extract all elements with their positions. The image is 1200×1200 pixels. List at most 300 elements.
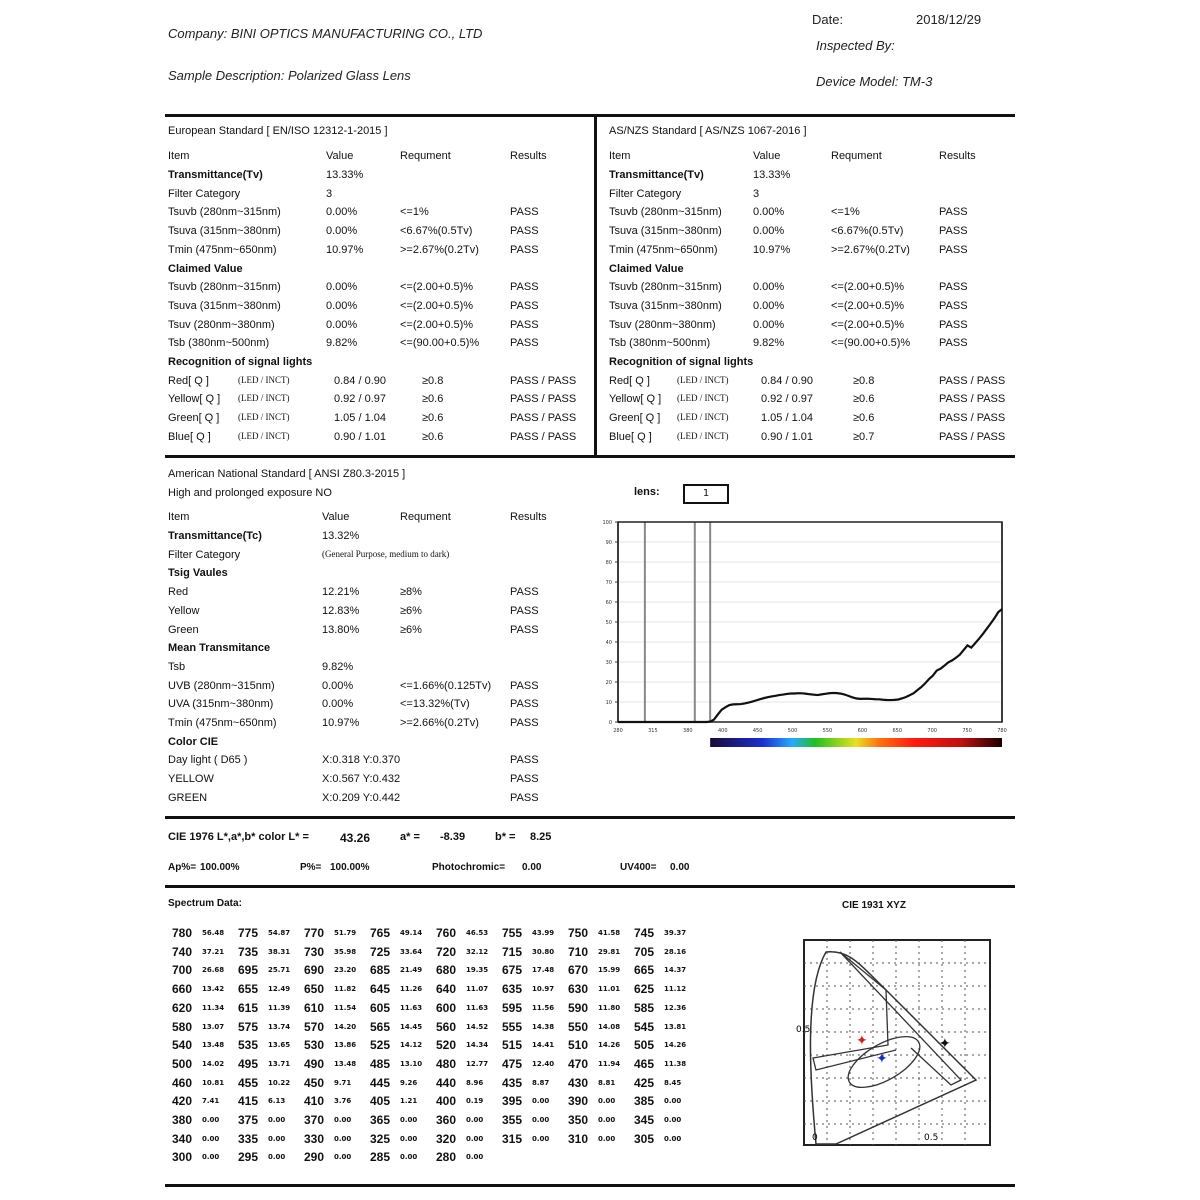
row-item: Transmittance(Tv) bbox=[168, 169, 263, 181]
spectrum-wavelength: 470 bbox=[568, 1056, 589, 1071]
spectrum-value: 0.00 bbox=[268, 1153, 286, 1162]
as-header-item: Item bbox=[609, 150, 631, 162]
row-result: PASS / PASS bbox=[939, 430, 1006, 443]
spectrum-value: 8.45 bbox=[664, 1078, 682, 1087]
spectrum-wavelength: 310 bbox=[568, 1131, 589, 1146]
row-result: PASS bbox=[939, 243, 968, 256]
spectrum-value: 10.97 bbox=[532, 985, 555, 994]
row-sub: (LED / INCT) bbox=[677, 412, 729, 423]
spectrum-wavelength: 760 bbox=[436, 926, 457, 940]
ansi-header-value: Value bbox=[322, 511, 350, 523]
row-result: PASS bbox=[510, 299, 539, 312]
y-tick-label: 60 bbox=[605, 600, 612, 606]
bottom-rule bbox=[165, 1184, 1015, 1187]
spectrum-value: 51.79 bbox=[334, 929, 357, 937]
ap-label: Ap%= bbox=[168, 862, 197, 873]
cie1931-diagram bbox=[796, 930, 996, 1150]
row-requirement: ≥0.8 bbox=[422, 374, 444, 387]
y-tick-label: 100 bbox=[602, 520, 612, 526]
row-item: UVB (280nm~315nm) bbox=[168, 679, 275, 692]
spectrum-wavelength: 325 bbox=[370, 1131, 391, 1146]
row-requirement: ≥8% bbox=[400, 586, 422, 599]
row-requirement: <=(2.00+0.5)% bbox=[400, 281, 474, 294]
spectrum-value: 11.82 bbox=[334, 985, 357, 994]
cie-point-blue: ✦ bbox=[876, 1051, 888, 1067]
spectrum-wavelength: 705 bbox=[634, 944, 655, 959]
x-tick-label: 600 bbox=[857, 728, 868, 734]
spectrum-wavelength: 655 bbox=[238, 982, 259, 997]
spectrum-wavelength: 720 bbox=[436, 944, 457, 959]
cie-point-red: ✦ bbox=[856, 1033, 868, 1049]
transmittance-line bbox=[618, 609, 1002, 722]
row-value: 0.90 / 1.01 bbox=[761, 430, 813, 443]
spectrum-wavelength: 520 bbox=[436, 1038, 457, 1053]
row-requirement: ≥0.7 bbox=[853, 430, 875, 443]
spectrum-value: 0.00 bbox=[598, 1134, 616, 1143]
row-result: PASS bbox=[939, 281, 968, 294]
row-value: 0.00% bbox=[326, 225, 358, 238]
row-result: PASS bbox=[510, 754, 539, 767]
spectrum-value: 13.42 bbox=[202, 985, 225, 994]
spectrum-wavelength: 330 bbox=[304, 1131, 325, 1146]
row-sub: (LED / INCT) bbox=[238, 393, 290, 404]
spectrum-wavelength: 645 bbox=[370, 982, 391, 997]
spectrum-wavelength: 565 bbox=[370, 1019, 391, 1034]
spectrum-wavelength: 615 bbox=[238, 1000, 259, 1015]
spectrum-wavelength: 765 bbox=[370, 926, 391, 940]
spectrum-wavelength: 610 bbox=[304, 1000, 325, 1015]
spectrum-wavelength: 725 bbox=[370, 944, 391, 959]
spectrum-value: 13.86 bbox=[334, 1041, 357, 1050]
row-requirement: <6.67%(0.5Tv) bbox=[831, 225, 904, 238]
spectrum-wavelength: 710 bbox=[568, 944, 589, 959]
row-result: PASS / PASS bbox=[939, 393, 1006, 406]
spectrum-value: 15.99 bbox=[598, 966, 621, 975]
spectrum-wavelength: 525 bbox=[370, 1038, 391, 1053]
spectrum-value: 10.22 bbox=[268, 1078, 291, 1087]
spectrum-wavelength: 495 bbox=[238, 1056, 259, 1071]
spectrum-value: 6.13 bbox=[268, 1097, 286, 1106]
y-tick-label: 90 bbox=[605, 540, 612, 546]
row-value: X:0.567 Y:0.432 bbox=[322, 773, 401, 786]
spectrum-wavelength: 685 bbox=[370, 963, 391, 978]
spectrum-value: 8.81 bbox=[598, 1078, 616, 1087]
spectrum-value: 14.02 bbox=[202, 1059, 225, 1068]
row-value: 0.00% bbox=[326, 206, 358, 219]
row-value: 12.21% bbox=[322, 586, 360, 599]
spectrum-wavelength: 635 bbox=[502, 982, 523, 997]
spectrum-wavelength: 350 bbox=[568, 1113, 589, 1127]
spectrum-value: 8.96 bbox=[466, 1078, 484, 1087]
spectrum-value: 0.00 bbox=[400, 1116, 418, 1124]
spectrum-value: 0.00 bbox=[532, 1134, 550, 1143]
ansi-header-req: Requment bbox=[400, 511, 451, 523]
spectrum-wavelength: 445 bbox=[370, 1075, 391, 1090]
row-result: PASS bbox=[939, 206, 968, 219]
spectrum-wavelength: 680 bbox=[436, 963, 457, 978]
spectrum-wavelength: 295 bbox=[238, 1150, 259, 1165]
row-value: (General Purpose, medium to dark) bbox=[322, 548, 450, 559]
spectrum-value: 11.38 bbox=[664, 1059, 687, 1068]
row-item: Tsuvb (280nm~315nm) bbox=[168, 281, 281, 294]
row-value: 0.00% bbox=[326, 281, 358, 294]
row-item: Yellow[ Q ] bbox=[609, 393, 662, 406]
column-divider bbox=[594, 116, 597, 456]
spectrum-value: 13.10 bbox=[400, 1059, 423, 1068]
row-item: Color CIE bbox=[168, 735, 219, 748]
row-item: Recognition of signal lights bbox=[609, 356, 754, 368]
spectrum-value: 0.00 bbox=[400, 1134, 418, 1143]
spectrum-wavelength: 405 bbox=[370, 1094, 391, 1109]
row-result: PASS bbox=[510, 281, 539, 294]
row-item: Tsb (380nm~500nm) bbox=[609, 337, 711, 350]
row-value: 10.97% bbox=[753, 243, 791, 256]
row-requirement: <=(2.00+0.5)% bbox=[400, 318, 474, 331]
ap-value: 100.00% bbox=[200, 862, 240, 873]
row-requirement: <=1% bbox=[400, 206, 429, 219]
spectrum-wavelength: 420 bbox=[172, 1094, 193, 1109]
spectrum-value: 0.00 bbox=[664, 1116, 682, 1124]
row-result: PASS / PASS bbox=[939, 412, 1006, 425]
spectrum-wavelength: 695 bbox=[238, 963, 259, 978]
spectrum-value: 14.12 bbox=[400, 1041, 423, 1050]
spectrum-wavelength: 690 bbox=[304, 963, 325, 978]
row-value: 0.00% bbox=[753, 299, 785, 312]
row-item: Tsuva (315nm~380nm) bbox=[609, 299, 722, 312]
spectrum-value: 38.31 bbox=[268, 947, 291, 956]
spectrum-value: 0.00 bbox=[598, 1097, 616, 1106]
spectrum-value: 14.26 bbox=[664, 1041, 687, 1050]
spectrum-value: 0.00 bbox=[202, 1153, 220, 1162]
spectrum-wavelength: 650 bbox=[304, 982, 325, 997]
row-requirement: ≥0.8 bbox=[853, 374, 875, 387]
row-item: GREEN bbox=[168, 791, 208, 804]
spectrum-value: 14.38 bbox=[532, 1022, 555, 1031]
spectrum-value: 11.56 bbox=[532, 1003, 555, 1012]
spectrum-wavelength: 755 bbox=[502, 926, 523, 940]
spectrum-wavelength: 375 bbox=[238, 1113, 259, 1127]
row-requirement: <=(2.00+0.5)% bbox=[400, 299, 474, 312]
as-standard-title: AS/NZS Standard [ AS/NZS 1067-2016 ] bbox=[609, 125, 807, 137]
row-item: Tmin (475nm~650nm) bbox=[609, 243, 718, 256]
spectrum-value: 11.07 bbox=[466, 985, 489, 994]
row-value: 0.84 / 0.90 bbox=[334, 374, 386, 387]
row-requirement: ≥0.6 bbox=[422, 393, 444, 406]
cie-lab-label: CIE 1976 L*,a*,b* color L* = bbox=[168, 831, 309, 843]
spectrum-wavelength: 570 bbox=[304, 1019, 325, 1034]
spectrum-value: 10.81 bbox=[202, 1078, 225, 1087]
spectrum-wavelength: 465 bbox=[634, 1056, 655, 1071]
row-requirement: <=(2.00+0.5)% bbox=[831, 299, 905, 312]
row-requirement: <=(90.00+0.5)% bbox=[400, 337, 480, 350]
row-requirement: >=2.66%(0.2Tv) bbox=[400, 717, 479, 729]
spectrum-wavelength: 435 bbox=[502, 1075, 523, 1090]
spectrum-wavelength: 730 bbox=[304, 944, 325, 959]
spectrum-value: 8.87 bbox=[532, 1078, 550, 1087]
spectrum-value: 39.37 bbox=[664, 929, 687, 937]
row-result: PASS bbox=[510, 586, 539, 599]
date-value: 2018/12/29 bbox=[916, 12, 982, 27]
date-label: Date: bbox=[812, 12, 844, 27]
row-item: Blue[ Q ] bbox=[609, 430, 652, 443]
x-tick-label: 650 bbox=[892, 728, 903, 734]
spectrum-value: 0.00 bbox=[268, 1134, 286, 1143]
row-value: 13.33% bbox=[326, 169, 364, 181]
ansi-subtitle: High and prolonged exposure NO bbox=[168, 487, 332, 499]
as-header-results: Results bbox=[939, 150, 976, 162]
spectrum-data-title: Spectrum Data: bbox=[168, 898, 242, 909]
spectrum-value: 33.64 bbox=[400, 947, 423, 956]
cie1931-title: CIE 1931 XYZ bbox=[842, 900, 906, 911]
spectrum-wavelength: 320 bbox=[436, 1131, 457, 1146]
uv400-value: 0.00 bbox=[670, 862, 690, 873]
spectrum-wavelength: 290 bbox=[304, 1150, 325, 1165]
row-item: Tsb (380nm~500nm) bbox=[168, 337, 270, 350]
spectrum-wavelength: 490 bbox=[304, 1056, 325, 1071]
spectrum-value: 11.63 bbox=[466, 1003, 489, 1012]
diagonal-band bbox=[840, 952, 961, 1085]
y-tick-label: 50 bbox=[605, 620, 612, 626]
spectrum-value: 12.77 bbox=[466, 1059, 489, 1068]
row-value: 0.00% bbox=[322, 698, 354, 711]
spectrum-wavelength: 745 bbox=[634, 926, 655, 940]
spectrum-wavelength: 340 bbox=[172, 1131, 193, 1146]
row-item: Tsuvb (280nm~315nm) bbox=[168, 206, 281, 219]
spectrum-wavelength: 510 bbox=[568, 1038, 589, 1053]
spectrum-value: 13.71 bbox=[268, 1059, 291, 1068]
spectrum-wavelength: 660 bbox=[172, 982, 193, 997]
spectrum-value: 32.12 bbox=[466, 947, 489, 956]
row-sub: (LED / INCT) bbox=[677, 430, 729, 441]
spectrum-value: 11.80 bbox=[598, 1003, 621, 1012]
spectrum-value: 1.21 bbox=[400, 1097, 418, 1106]
spectrum-value: 3.76 bbox=[334, 1097, 352, 1106]
spectrum-value: 13.65 bbox=[268, 1041, 291, 1050]
row-result: PASS / PASS bbox=[510, 430, 577, 443]
spectrum-wavelength: 475 bbox=[502, 1056, 523, 1071]
row-item: Tsb bbox=[168, 660, 186, 673]
spectrum-wavelength: 770 bbox=[304, 926, 325, 940]
device-model: Device Model: TM-3 bbox=[816, 74, 933, 89]
row-result: PASS bbox=[939, 299, 968, 312]
row-value: 13.80% bbox=[322, 623, 360, 636]
row-requirement: ≥0.6 bbox=[853, 412, 875, 425]
spectrum-wavelength: 630 bbox=[568, 982, 589, 997]
row-requirement: <=1.66%(0.125Tv) bbox=[400, 679, 492, 692]
spectrum-wavelength: 385 bbox=[634, 1094, 655, 1109]
x-tick-label: 550 bbox=[822, 728, 833, 734]
row-value: 12.83% bbox=[322, 604, 360, 617]
spectrum-wavelength: 390 bbox=[568, 1094, 589, 1109]
row-item: Transmittance(Tv) bbox=[609, 169, 704, 181]
spectrum-wavelength: 450 bbox=[304, 1075, 325, 1090]
row-result: PASS bbox=[510, 698, 539, 711]
spectrum-value: 0.00 bbox=[400, 1153, 418, 1162]
spectrum-value: 9.71 bbox=[334, 1078, 352, 1087]
row-result: PASS / PASS bbox=[939, 374, 1006, 387]
row-result: PASS bbox=[510, 604, 539, 617]
row-item: Tsig Vaules bbox=[168, 567, 228, 580]
row-result: PASS bbox=[510, 773, 539, 786]
row-result: PASS bbox=[939, 337, 968, 350]
spectrum-value: 14.37 bbox=[664, 966, 687, 975]
spectrum-value: 0.00 bbox=[202, 1134, 220, 1143]
lens-select[interactable]: 1 bbox=[683, 484, 729, 504]
spectrum-value: 29.81 bbox=[598, 947, 621, 956]
row-result: PASS bbox=[510, 243, 539, 256]
cie-b-value: 8.25 bbox=[530, 831, 552, 843]
spectrum-value: 37.21 bbox=[202, 947, 225, 956]
eu-header-results: Results bbox=[510, 150, 547, 162]
row-item: UVA (315nm~380nm) bbox=[168, 698, 274, 711]
cie-axis-mid-label: 0.5 bbox=[796, 1025, 811, 1035]
spectrum-wavelength: 345 bbox=[634, 1113, 655, 1127]
as-header-req: Requment bbox=[831, 150, 882, 162]
cie-a-label: a* = bbox=[400, 831, 420, 843]
row-value: 0.84 / 0.90 bbox=[761, 374, 813, 387]
row-requirement: >=2.67%(0.2Tv) bbox=[400, 243, 479, 256]
photochromic-value: 0.00 bbox=[522, 862, 542, 873]
row-item: Transmittance(Tc) bbox=[168, 530, 262, 542]
row-item: Tsuva (315nm~380nm) bbox=[168, 299, 281, 312]
spectrum-value: 21.49 bbox=[400, 966, 423, 975]
row-value: 0.00% bbox=[326, 299, 358, 312]
spectrum-wavelength: 735 bbox=[238, 944, 259, 959]
spectrum-value: 25.71 bbox=[268, 966, 291, 975]
spectrum-value: 11.63 bbox=[400, 1003, 423, 1012]
spectrum-value: 0.00 bbox=[268, 1116, 286, 1124]
spectrum-value: 0.00 bbox=[466, 1116, 484, 1124]
row-item: Tsuva (315nm~380nm) bbox=[168, 225, 281, 238]
row-value: 3 bbox=[753, 187, 760, 200]
row-result: PASS bbox=[510, 318, 539, 331]
row-result: PASS / PASS bbox=[510, 374, 577, 387]
spectrum-wavelength: 575 bbox=[238, 1019, 259, 1034]
row-item: Filter Category bbox=[609, 187, 682, 200]
summary-top-rule bbox=[165, 816, 1015, 819]
spectrum-value: 11.26 bbox=[400, 985, 423, 994]
y-tick-label: 0 bbox=[608, 720, 612, 726]
row-item: YELLOW bbox=[168, 773, 214, 786]
spectrum-value: 11.12 bbox=[664, 985, 687, 994]
spectrum-wavelength: 535 bbox=[238, 1038, 259, 1053]
row-item: Red[ Q ] bbox=[609, 374, 650, 387]
row-result: PASS / PASS bbox=[510, 412, 577, 425]
spectrum-wavelength: 480 bbox=[436, 1056, 457, 1071]
spectrum-wavelength: 540 bbox=[172, 1038, 193, 1053]
row-item: Filter Category bbox=[168, 187, 241, 200]
row-result: PASS bbox=[939, 225, 968, 238]
row-item: Red[ Q ] bbox=[168, 374, 209, 387]
cie-x-mark-label: 0.5 bbox=[924, 1133, 939, 1143]
spectrum-value: 19.35 bbox=[466, 966, 489, 975]
spectrum-value: 26.68 bbox=[202, 966, 225, 975]
spectrum-value: 49.14 bbox=[400, 929, 423, 937]
row-value: 1.05 / 1.04 bbox=[761, 412, 813, 425]
spectrum-value: 13.81 bbox=[664, 1022, 687, 1031]
row-value: 0.90 / 1.01 bbox=[334, 430, 386, 443]
spectrum-wavelength: 365 bbox=[370, 1113, 391, 1127]
eu-header-req: Requment bbox=[400, 150, 451, 162]
row-value: 9.82% bbox=[322, 660, 354, 673]
spectrum-wavelength: 280 bbox=[436, 1150, 457, 1165]
transmittance-chart bbox=[590, 510, 1020, 760]
row-item: Yellow[ Q ] bbox=[168, 393, 221, 406]
row-result: PASS bbox=[510, 717, 539, 729]
p-value: 100.00% bbox=[330, 862, 370, 873]
spectrum-value: 30.80 bbox=[532, 947, 555, 956]
spectrum-value: 28.16 bbox=[664, 947, 687, 956]
cie-frame bbox=[804, 940, 990, 1145]
ansi-header-results: Results bbox=[510, 511, 547, 523]
spectrum-value: 7.41 bbox=[202, 1097, 220, 1106]
row-value: 10.97% bbox=[326, 243, 364, 256]
sample-description: Sample Description: Polarized Glass Lens bbox=[168, 68, 411, 83]
row-value: 0.00% bbox=[753, 225, 785, 238]
row-result: PASS bbox=[510, 225, 539, 238]
cie-origin-label: 0 bbox=[812, 1133, 818, 1143]
row-sub: (LED / INCT) bbox=[238, 430, 290, 441]
row-value: 0.00% bbox=[753, 206, 785, 219]
row-item: Claimed Value bbox=[168, 262, 243, 275]
row-sub: (LED / INCT) bbox=[677, 393, 729, 404]
row-item: Recognition of signal lights bbox=[168, 356, 313, 368]
row-value: 0.00% bbox=[753, 318, 785, 331]
spectrum-wavelength: 315 bbox=[502, 1131, 523, 1146]
spectrum-value: 14.34 bbox=[466, 1041, 489, 1050]
lens-label: lens: bbox=[634, 486, 660, 498]
row-value: 13.33% bbox=[753, 169, 791, 181]
spectrum-value: 0.00 bbox=[664, 1097, 682, 1106]
row-requirement: ≥0.6 bbox=[422, 430, 444, 443]
x-tick-label: 450 bbox=[752, 728, 763, 734]
row-value: 0.00% bbox=[326, 318, 358, 331]
spectrum-wavelength: 640 bbox=[436, 982, 457, 997]
spectrum-value: 46.53 bbox=[466, 929, 489, 937]
row-sub: (LED / INCT) bbox=[238, 412, 290, 423]
uv400-label: UV400= bbox=[620, 862, 657, 873]
spectrum-wavelength: 335 bbox=[238, 1131, 259, 1146]
row-requirement: ≥6% bbox=[400, 604, 422, 617]
spectrum-wavelength: 400 bbox=[436, 1094, 457, 1109]
spectrum-wavelength: 530 bbox=[304, 1038, 325, 1053]
row-sub: (LED / INCT) bbox=[238, 374, 290, 385]
spectrum-value: 13.07 bbox=[202, 1022, 225, 1031]
spectrum-wavelength: 740 bbox=[172, 944, 193, 959]
spectrum-wavelength: 620 bbox=[172, 1000, 193, 1015]
spectrum-value: 0.00 bbox=[532, 1116, 550, 1124]
row-item: Tsuvb (280nm~315nm) bbox=[609, 206, 722, 219]
row-requirement: ≥0.6 bbox=[422, 412, 444, 425]
spectrum-wavelength: 750 bbox=[568, 926, 589, 940]
spectrum-wavelength: 715 bbox=[502, 944, 523, 959]
eu-standard-title: European Standard [ EN/ISO 12312-1-2015 ] bbox=[168, 125, 388, 137]
row-requirement: ≥6% bbox=[400, 623, 422, 636]
spectrum-wavelength: 585 bbox=[634, 1000, 655, 1015]
spectrum-value: 14.20 bbox=[334, 1022, 357, 1031]
x-tick-label: 380 bbox=[683, 728, 693, 734]
spectrum-wavelength: 590 bbox=[568, 1000, 589, 1015]
spectrum-value: 14.45 bbox=[400, 1022, 423, 1031]
row-result: PASS / PASS bbox=[510, 393, 577, 406]
row-item: Tsuv (280nm~380nm) bbox=[168, 318, 275, 331]
mid-rule bbox=[165, 455, 1015, 458]
spectrum-wavelength: 440 bbox=[436, 1075, 457, 1090]
spectrum-wavelength: 380 bbox=[172, 1113, 193, 1127]
x-tick-label: 700 bbox=[927, 728, 937, 734]
y-tick-label: 20 bbox=[605, 680, 612, 686]
row-requirement: <=1% bbox=[831, 206, 860, 219]
